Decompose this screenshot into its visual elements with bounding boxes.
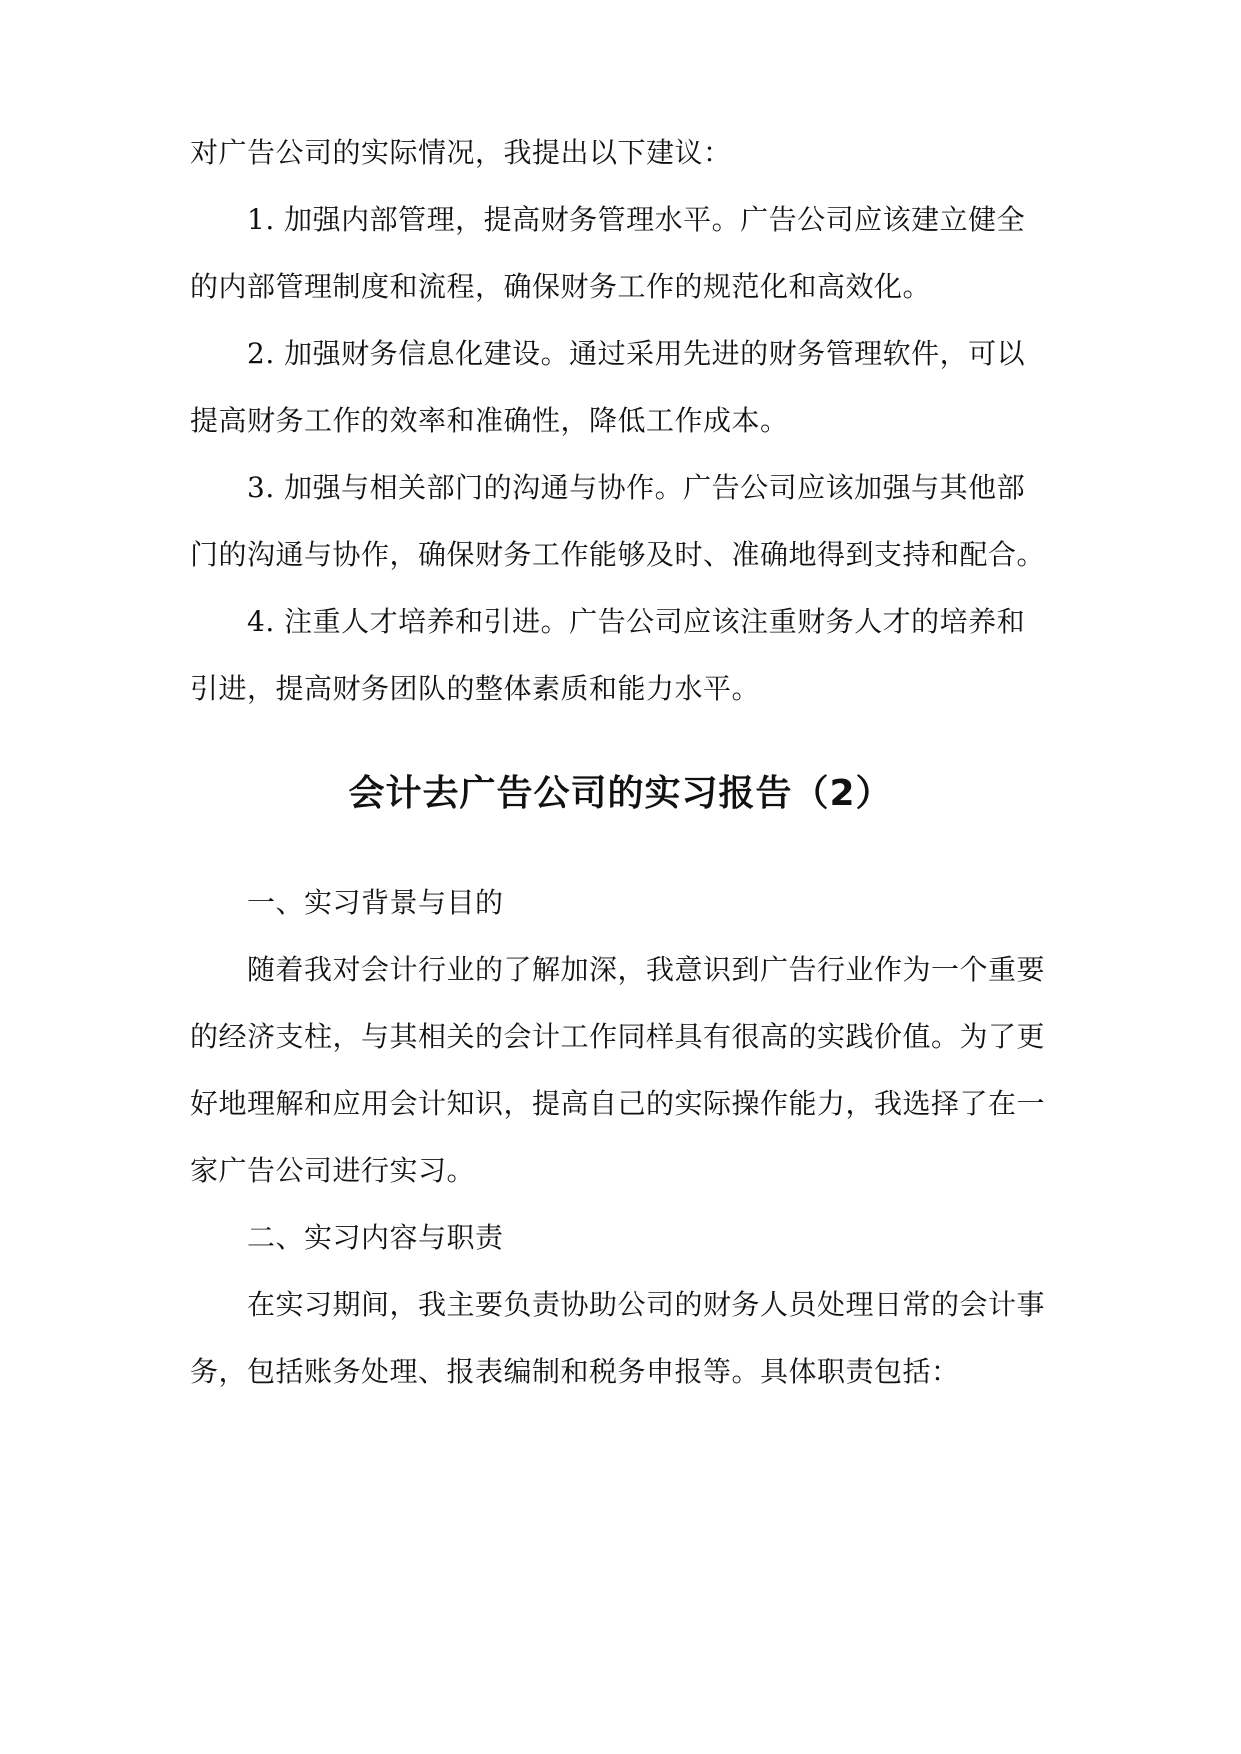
- item-2-line-1: 2. 加强财务信息化建设。通过采用先进的财务管理软件，可以: [247, 337, 1026, 370]
- para-1-line-3: 好地理解和应用会计知识，提高自己的实际操作能力，我选择了在一: [190, 1087, 1046, 1120]
- section-heading-1: 一、实习背景与目的: [247, 886, 504, 919]
- section-heading-2: 二、实习内容与职责: [247, 1221, 504, 1254]
- item-1-line-1: 1. 加强内部管理，提高财务管理水平。广告公司应该建立健全: [247, 203, 1026, 236]
- para-1-line-4: 家广告公司进行实习。: [190, 1154, 476, 1187]
- item-2-line-2: 提高财务工作的效率和准确性，降低工作成本。: [190, 404, 789, 437]
- item-4-line-1: 4. 注重人才培养和引进。广告公司应该注重财务人才的培养和: [247, 605, 1026, 638]
- item-1-line-2: 的内部管理制度和流程，确保财务工作的规范化和高效化。: [190, 270, 932, 303]
- para-1-line-1: 随着我对会计行业的了解加深，我意识到广告行业作为一个重要: [247, 953, 1046, 986]
- para-1-line-2: 的经济支柱，与其相关的会计工作同样具有很高的实践价值。为了更: [190, 1020, 1046, 1053]
- para-2-line-1: 在实习期间，我主要负责协助公司的财务人员处理日常的会计事: [247, 1288, 1046, 1321]
- item-3-line-2: 门的沟通与协作，确保财务工作能够及时、准确地得到支持和配合。: [190, 538, 1046, 571]
- section-title: 会计去广告公司的实习报告（2）: [348, 773, 893, 814]
- item-3-line-1: 3. 加强与相关部门的沟通与协作。广告公司应该加强与其他部: [247, 471, 1026, 504]
- intro-line: 对广告公司的实际情况，我提出以下建议：: [190, 136, 732, 169]
- item-4-line-2: 引进，提高财务团队的整体素质和能力水平。: [190, 672, 761, 705]
- para-2-line-2: 务，包括账务处理、报表编制和税务申报等。具体职责包括：: [190, 1355, 960, 1388]
